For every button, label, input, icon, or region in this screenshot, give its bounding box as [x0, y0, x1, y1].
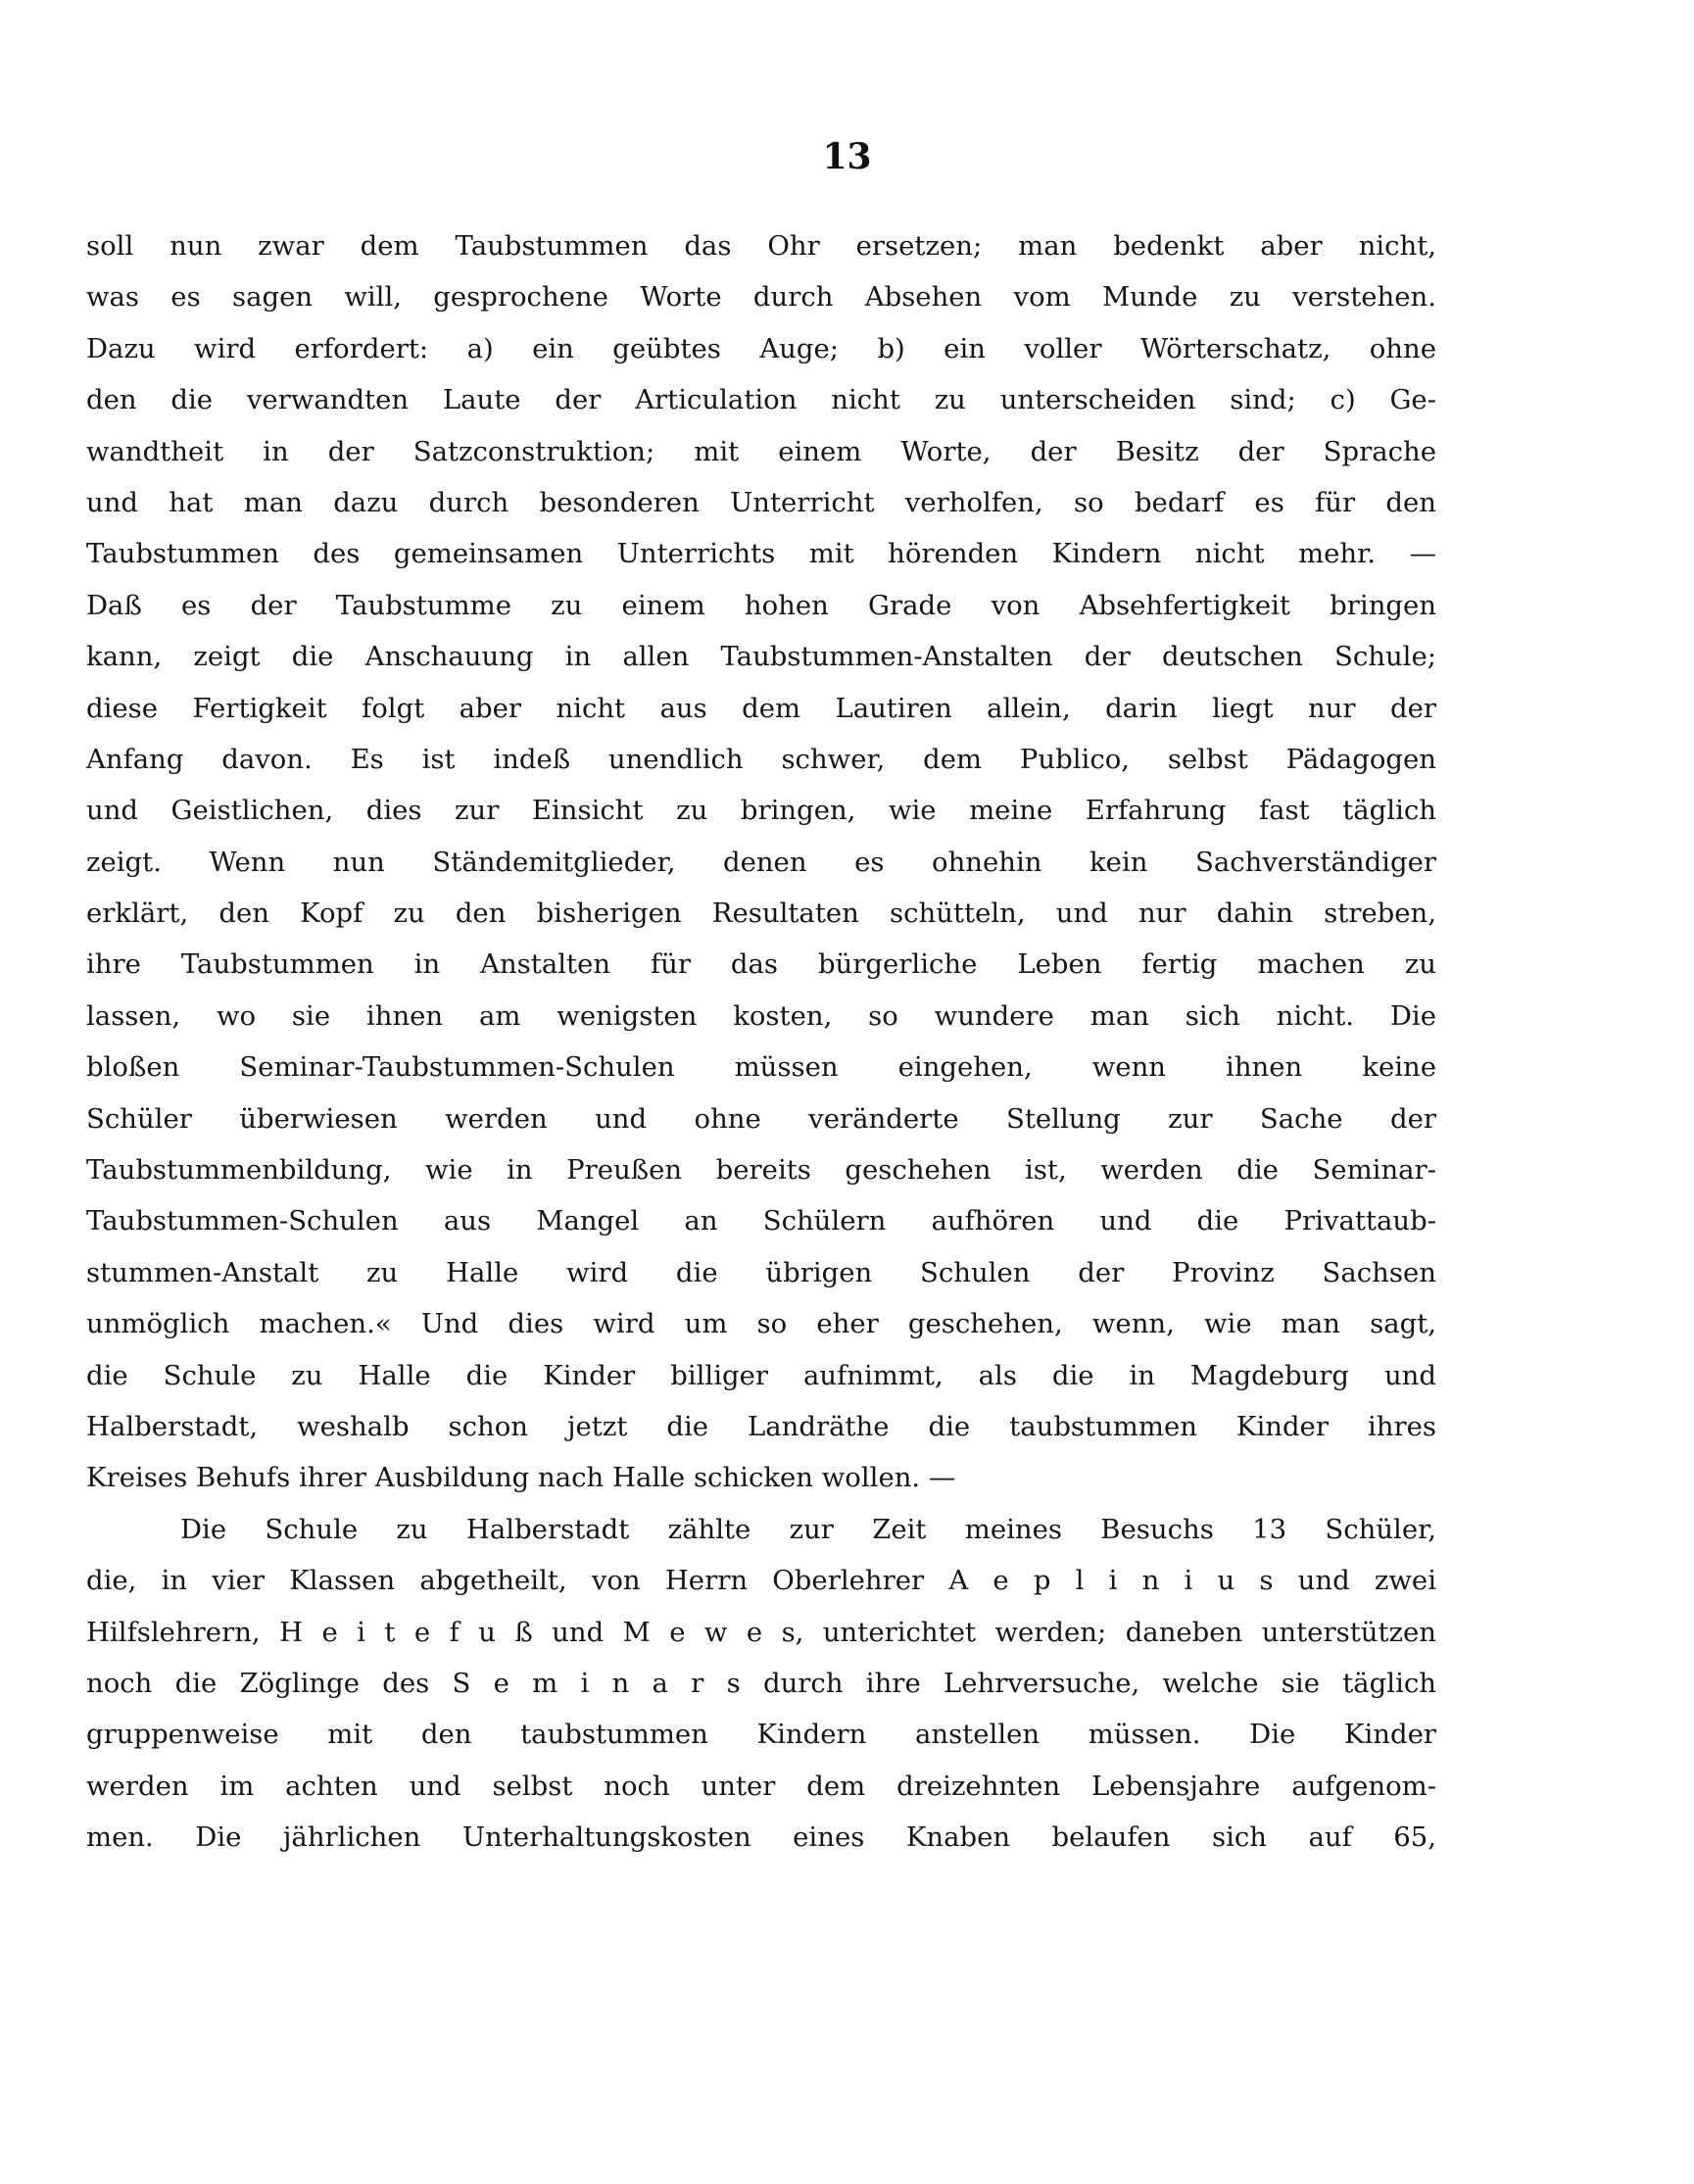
text-line: wandtheit in der Satzconstruktion; mit einem Worte, der Besitz der Sprache [86, 435, 1436, 467]
text-line: Kreises Behufs ihrer Ausbildung nach Halle schicken wollen. — [86, 1462, 956, 1494]
paragraph-1 [86, 220, 1436, 1504]
text-line: erklärt, den Kopf zu den bisherigen Resultaten schütteln, und nur dahin streben, [86, 898, 1436, 930]
text-line: Taubstummen-Schulen aus Mangel an Schülern aufhören und die Privattaub- [86, 1205, 1436, 1238]
text-line: Hilfslehrern, H e i t e f u ß und M e w e s, unterichtet werden; daneben unterstützen [86, 1616, 1436, 1648]
text-line: stummen-Anstalt zu Halle wird die übrigen Schulen der Provinz Sachsen [86, 1256, 1436, 1288]
text-line: werden im achten und selbst noch unter dem dreizehnten Lebensjahre aufgenom- [86, 1770, 1436, 1802]
text-line: Taubstummen des gemeinsamen Unterrichts mit hörenden Kindern nicht mehr. — [86, 538, 1436, 570]
text-line: Taubstummenbildung, wie in Preußen bereits geschehen ist, werden die Seminar- [86, 1154, 1436, 1187]
text-line: Schüler überwiesen werden und ohne veränderte Stellung zur Sache der [86, 1102, 1436, 1135]
text-line: Dazu wird erfordert: a) ein geübtes Auge; b) ein voller Wörterschatz, ohne [86, 332, 1436, 364]
paragraph-2 [86, 1504, 1436, 1864]
text-line: men. Die jährlichen Unterhaltungskosten eines Knaben belaufen sich auf 65, [86, 1821, 1436, 1854]
text-line: zeigt. Wenn nun Ständemitglieder, denen es ohnehin kein Sachverständiger [86, 846, 1436, 878]
text-line: und Geistlichen, dies zur Einsicht zu bringen, wie meine Erfahrung fast täglich [86, 795, 1436, 827]
text-line: was es sagen will, gesprochene Worte durch Absehen vom Munde zu verstehen. [86, 281, 1436, 314]
text-line: Anfang davon. Es ist indeß unendlich schwer, dem Publico, selbst Pädagogen [86, 743, 1436, 775]
text-line: und hat man dazu durch besonderen Unterricht verholfen, so bedarf es für den [86, 486, 1436, 518]
text-line: noch die Zöglinge des S e m i n a r s durch ihre Lehrversuche, welche sie täglich [86, 1667, 1436, 1699]
text-line: diese Fertigkeit folgt aber nicht aus dem Lautiren allein, darin liegt nur der [86, 692, 1436, 724]
text-line: Die Schule zu Halberstadt zählte zur Zeit meines Besuchs 13 Schüler, [180, 1513, 1436, 1545]
text-line: ihre Taubstummen in Anstalten für das bürgerliche Leben fertig machen zu [86, 948, 1436, 981]
text-line: unmöglich machen.« Und dies wird um so eher geschehen, wenn, wie man sagt, [86, 1308, 1436, 1340]
text-line: die Schule zu Halle die Kinder billiger aufnimmt, als die in Magdeburg und [86, 1359, 1436, 1391]
text-line: bloßen Seminar-Taubstummen-Schulen müssen eingehen, wenn ihnen keine [86, 1051, 1436, 1084]
text-line: gruppenweise mit den taubstummen Kindern anstellen müssen. Die Kinder [86, 1719, 1436, 1751]
text-line: soll nun zwar dem Taubstummen das Ohr ersetzen; man bedenkt aber nicht, [86, 230, 1436, 262]
text-line: Halberstadt, weshalb schon jetzt die Landräthe die taubstummen Kinder ihres [86, 1410, 1436, 1442]
body-text [86, 220, 1436, 1864]
page-number: 13 [822, 136, 872, 177]
text-line: die, in vier Klassen abgetheilt, von Herrn Oberlehrer A e p l i n i u s und zwei [86, 1565, 1436, 1597]
text-line: Daß es der Taubstumme zu einem hohen Grade von Absehfertigkeit bringen [86, 589, 1436, 621]
text-line: den die verwandten Laute der Articulation nicht zu unterscheiden sind; c) Ge- [86, 384, 1436, 416]
text-line: lassen, wo sie ihnen am wenigsten kosten, so wundere man sich nicht. Die [86, 999, 1436, 1032]
text-line: kann, zeigt die Anschauung in allen Taubstummen-Anstalten der deutschen Schule; [86, 641, 1436, 673]
